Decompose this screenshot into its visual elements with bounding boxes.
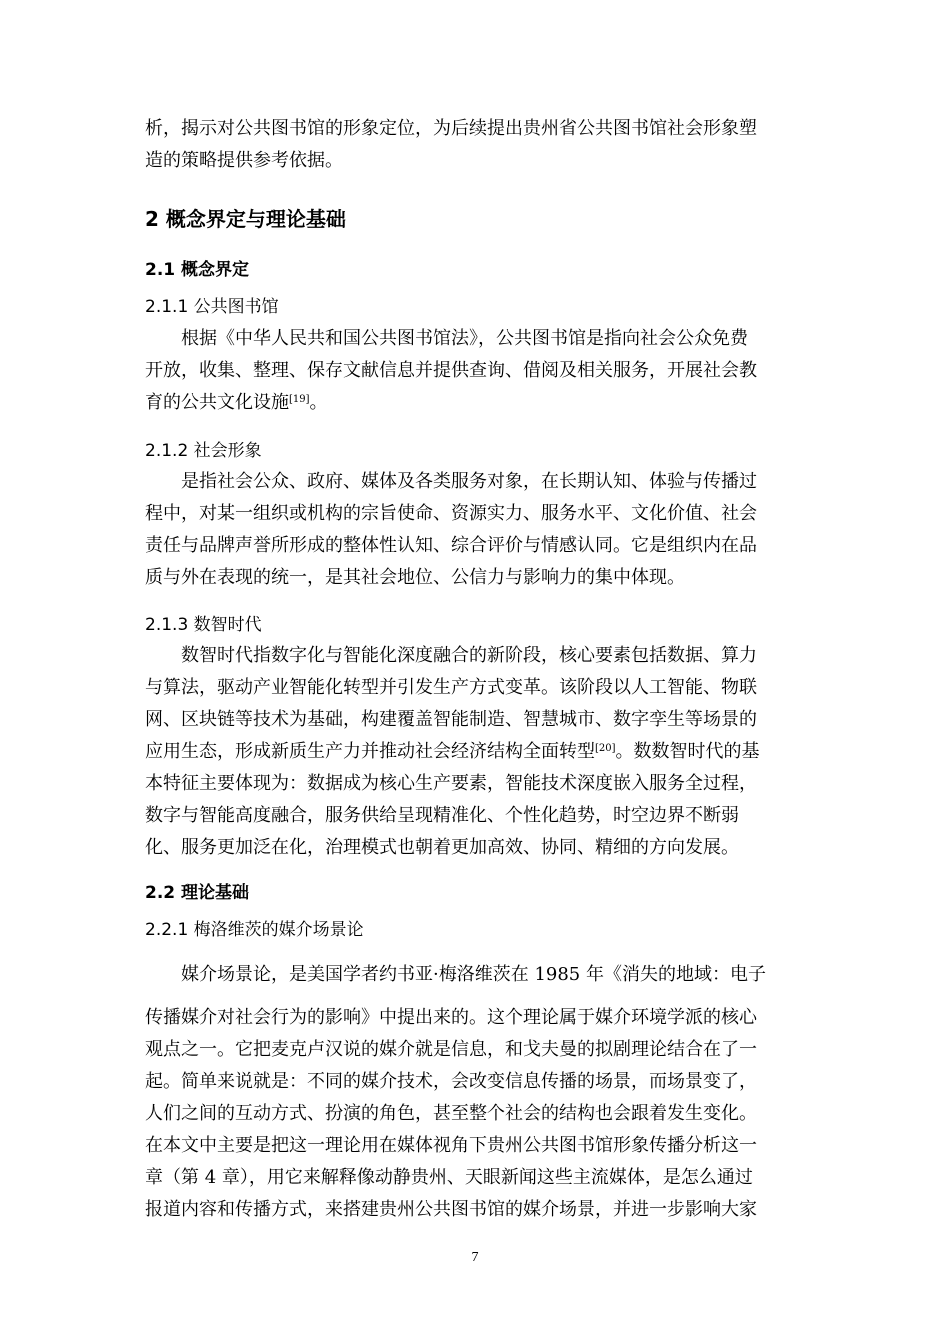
- section-2-1-3-heading: 2.1.3 数智时代: [145, 615, 262, 635]
- paragraph-line: 开放，收集、整理、保存文献信息并提供查询、借阅及相关服务，开展社会教: [145, 360, 757, 381]
- paragraph-line: [145, 388, 328, 419]
- paragraph-line: 责任与品牌声誉所形成的整体性认知、综合评价与情感认同。它是组织内在品: [145, 535, 757, 556]
- citation-ref: [19]: [289, 394, 310, 405]
- paragraph-line: 观点之一。它把麦克卢汉说的媒介就是信息，和戈夫曼的拟剧理论结合在了一: [145, 1039, 757, 1060]
- page-number: 7: [471, 1250, 479, 1265]
- paragraph-line: 报道内容和传播方式，来搭建贵州公共图书馆的媒介场景，并进一步影响大家: [145, 1199, 757, 1220]
- paragraph-line: 在本文中主要是把这一理论用在媒体视角下贵州公共图书馆形象传播分析这一: [145, 1135, 757, 1156]
- paragraph-line: 程中，对某一组织或机构的宗旨使命、资源实力、服务水平、文化价值、社会: [145, 503, 757, 524]
- paragraph-line: 人们之间的互动方式、扮演的角色，甚至整个社会的结构也会跟着发生变化。: [145, 1103, 757, 1124]
- section-2-1-heading: 2.1 概念界定: [145, 260, 250, 280]
- paragraph-text: 应用生态，形成新质生产力并推动社会经济结构全面转型: [145, 741, 595, 762]
- paragraph-line: [145, 737, 760, 768]
- section-2-heading: 2 概念界定与理论基础: [145, 207, 346, 231]
- paragraph-text: 。数数智时代的基: [615, 741, 760, 762]
- paragraph-line: 化、服务更加泛在化，治理模式也朝着更加高效、协同、精细的方向发展。: [145, 837, 739, 858]
- paragraph-line: 数智时代指数字化与智能化深度融合的新阶段，核心要素包括数据、算力: [181, 645, 757, 666]
- paragraph-line: 与算法，驱动产业智能化转型并引发生产方式变革。该阶段以人工智能、物联: [145, 677, 757, 698]
- paragraph-line: 传播媒介对社会行为的影响》中提出来的。这个理论属于媒介环境学派的核心: [145, 1007, 757, 1028]
- paragraph-text: 育的公共文化设施: [145, 392, 289, 413]
- paragraph-text: 。: [309, 392, 328, 413]
- section-2-2-1-heading: 2.2.1 梅洛维茨的媒介场景论: [145, 920, 364, 940]
- paragraph-line: 本特征主要体现为：数据成为核心生产要素，智能技术深度嵌入服务全过程，: [145, 773, 757, 794]
- paragraph-line: 章（第 4 章），用它来解释像动静贵州、天眼新闻这些主流媒体，是怎么通过: [145, 1167, 753, 1188]
- citation-ref: [20]: [595, 743, 616, 754]
- paragraph-line: 数字与智能高度融合，服务供给呈现精准化、个性化趋势，时空边界不断弱: [145, 805, 739, 826]
- intro-line-2: 造的策略提供参考依据。: [145, 150, 343, 171]
- paragraph-line: 是指社会公众、政府、媒体及各类服务对象，在长期认知、体验与传播过: [181, 471, 757, 492]
- paragraph-line: 媒介场景论，是美国学者约书亚·梅洛维茨在 1985 年《消失的地域：电子: [181, 964, 766, 985]
- paragraph-line: 网、区块链等技术为基础，构建覆盖智能制造、智慧城市、数字孪生等场景的: [145, 709, 757, 730]
- section-2-1-1-heading: 2.1.1 公共图书馆: [145, 297, 279, 317]
- paragraph-line: 根据《中华人民共和国公共图书馆法》，公共图书馆是指向社会公众免费: [181, 328, 748, 349]
- paragraph-line: 质与外在表现的统一，是其社会地位、公信力与影响力的集中体现。: [145, 567, 685, 588]
- section-2-2-heading: 2.2 理论基础: [145, 883, 250, 903]
- intro-line-1: 析，揭示对公共图书馆的形象定位，为后续提出贵州省公共图书馆社会形象塑: [145, 118, 757, 139]
- section-2-1-2-heading: 2.1.2 社会形象: [145, 441, 262, 461]
- paragraph-line: 起。简单来说就是：不同的媒介技术，会改变信息传播的场景，而场景变了，: [145, 1071, 757, 1092]
